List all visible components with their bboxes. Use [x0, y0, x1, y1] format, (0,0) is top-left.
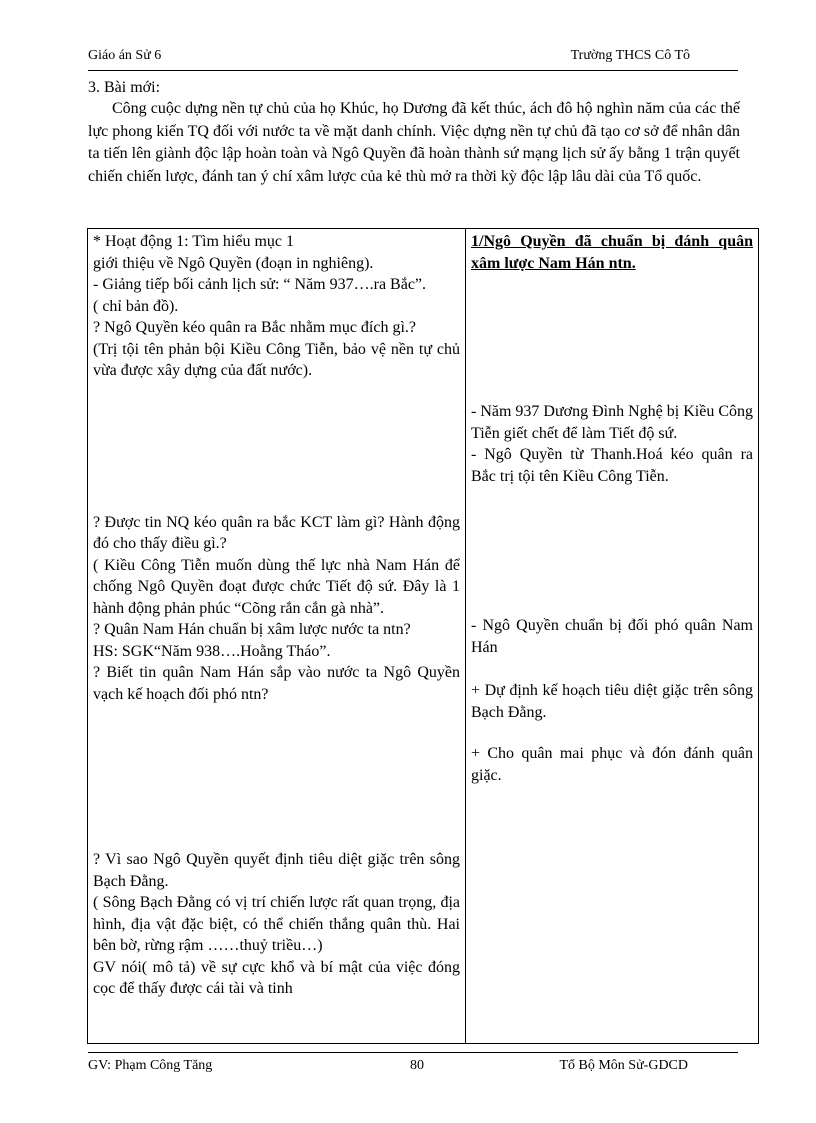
activity-line: GV nói( mô tả) về sự cực khổ và bí mật của việc đóng cọc để thấy được cái tài và tinh — [93, 958, 460, 997]
header-school-name: Trường THCS Cô Tô — [570, 48, 690, 63]
footer-department: Tổ Bộ Môn Sử-GDCD — [559, 1058, 688, 1073]
answer-line: ( Kiều Công Tiễn muốn dùng thế lực nhà Nam Hán để chống Ngô Quyền đoạt được chức Tiết độ sứ. Đây là 1 hành động phản phúc “Cõng rắn cắn gà nhà”. — [93, 556, 460, 617]
content-line: - Năm 937 Dương Đình Nghệ bị Kiều Công Tiễn giết chết để làm Tiết độ sứ. — [471, 403, 753, 442]
question-line: ? Được tin NQ kéo quân ra bắc KCT làm gì? Hành động đó cho thấy điều gì.? — [93, 513, 460, 552]
content-line: - Ngô Quyền từ Thanh.Hoá kéo quân ra Bắc trị tội tên Kiều Công Tiễn. — [471, 446, 753, 485]
intro-paragraph: Công cuộc dựng nền tự chủ của họ Khúc, họ Dương đã kết thúc, ách đô hộ nghìn năm của các thế lực phong kiến TQ đối với nước ta về mặt danh chính. Việc dựng nền tự chủ đã tạo cơ sở để nhân dân ta tiến lên giành độc lập hoàn toàn và Ngô Quyền đã hoàn thành sứ mạng lịch sử ấy bằng 1 trận quyết chiến chiến lược, đánh tan ý chí xâm lược của kẻ thù mở ra thời kỳ độc lập lâu dài của Tổ quốc. — [88, 100, 740, 185]
activity-line: ( chỉ bản đồ). — [93, 297, 179, 315]
answer-line: ( Sông Bạch Đằng có vị trí chiến lược rất quan trọng, địa hình, địa vật đặc biệt, có thể chiến thắng quân thù. Hai bên bờ, rừng rậm ……thuỷ triều…) — [93, 894, 460, 954]
table-row — [88, 229, 759, 1044]
page-number: 80 — [410, 1058, 424, 1073]
section-title: 3. Bài mới: — [88, 79, 161, 96]
content-title: 1/Ngô Quyền đã chuẩn bị đánh quân xâm lược Nam Hán ntn. — [471, 233, 753, 272]
header-rule — [88, 70, 738, 71]
page-footer — [88, 1058, 688, 1078]
content-line: + Cho quân mai phục và đón đánh quân giặc. — [471, 745, 753, 784]
content-line: + Dự định kế hoạch tiêu diệt giặc trên sông Bạch Đằng. — [471, 682, 753, 721]
activity-line: giới thiệu về Ngô Quyền (đoạn in nghiêng). — [93, 254, 374, 272]
header-course-title: Giáo án Sử 6 — [88, 48, 162, 63]
question-line: ? Ngô Quyền kéo quân ra Bắc nhằm mục đích gì.? — [93, 319, 417, 336]
question-line: ? Quân Nam Hán chuẩn bị xâm lược nước ta ntn? — [93, 621, 411, 638]
activity-line: - Giảng tiếp bối cảnh lịch sử: “ Năm 937….ra Bắc”. — [93, 276, 427, 293]
page-header — [88, 48, 690, 68]
question-line: ? Vì sao Ngô Quyền quyết định tiêu diệt giặc trên sông Bạch Đằng. — [93, 851, 460, 890]
answer-line: HS: SGK“Năm 938….Hoằng Tháo”. — [93, 642, 331, 660]
content-line: - Ngô Quyền chuẩn bị đối phó quân Nam Hán — [471, 617, 753, 656]
question-line: ? Biết tin quân Nam Hán sắp vào nước ta Ngô Quyền vạch kế hoạch đối phó ntn? — [93, 664, 460, 703]
lesson-table — [87, 228, 759, 1044]
answer-line: (Trị tội tên phản bội Kiều Công Tiễn, bảo vệ nền tự chủ vừa được xây dựng của đất nước). — [93, 340, 460, 379]
footer-teacher: GV: Phạm Công Tăng — [88, 1058, 213, 1073]
activity-heading: * Hoạt động 1: Tìm hiểu mục 1 — [93, 233, 295, 250]
teacher-activity-column — [88, 229, 466, 1044]
content-column — [466, 229, 759, 1044]
footer-rule — [88, 1052, 738, 1053]
